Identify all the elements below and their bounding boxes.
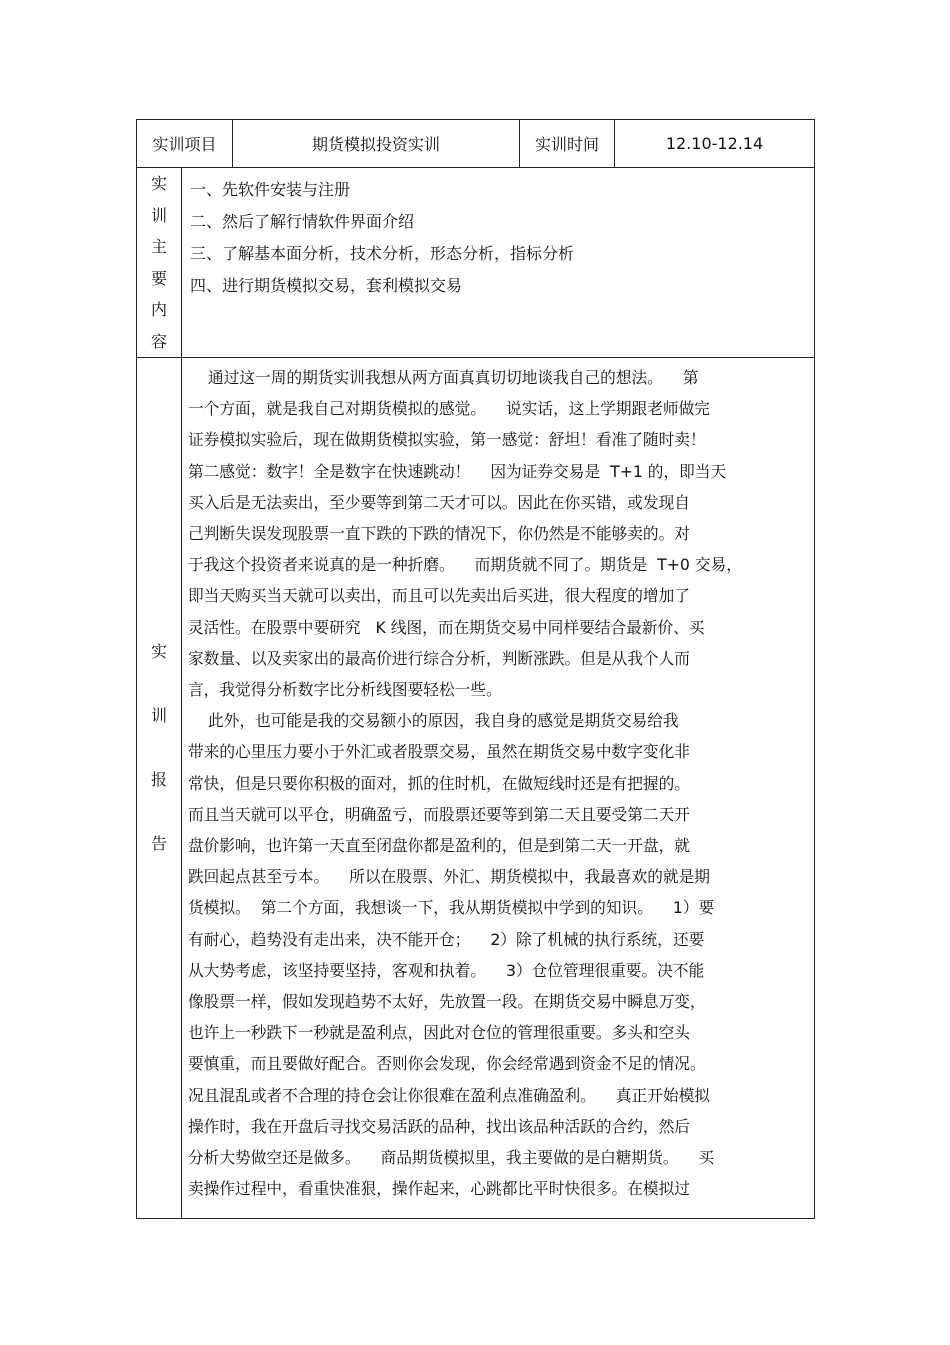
content-row xyxy=(137,168,815,358)
report-line: 即当天购买当天就可以卖出，而且可以先卖出后买进，很大程度的增加了 xyxy=(188,586,690,606)
time-value: 12.10-12.14 xyxy=(615,120,815,168)
content-label-char: 实 xyxy=(150,174,167,193)
report-line: 要慎重，而且要做好配合。否则你会发现，你会经常遇到资金不足的情况。 xyxy=(188,1054,706,1074)
report-line: 家数量、以及卖家出的最高价进行综合分析，判断涨跌。但是从我个人而 xyxy=(188,648,690,668)
header-row xyxy=(137,120,815,168)
report-line: 况且混乱或者不合理的持仓会让你很难在盈利点准确盈利。 真正开始模拟 xyxy=(188,1085,710,1105)
report-label-char: 告 xyxy=(150,834,167,853)
report-line: 一个方面，就是我自己对期货模拟的感觉。 说实话，这上学期跟老师做完 xyxy=(188,399,710,419)
content-label-char: 主 xyxy=(150,237,167,256)
content-list xyxy=(182,168,815,358)
report-line: 于我这个投资者来说真的是一种折磨。 而期货就不同了。期货是 T+0 交易， xyxy=(188,555,742,575)
report-line: 第二感觉：数字！全是数字在快速跳动！ 因为证券交易是 T+1 的，即当天 xyxy=(188,461,727,481)
content-item: 一、先软件安装与注册 xyxy=(190,180,351,199)
report-line: 证券模拟实验后，现在做期货模拟实验，第一感觉：舒坦！看准了随时卖！ xyxy=(188,430,706,450)
report-line: 从大势考虑，该坚持要坚持，客观和执着。 3）仓位管理很重要。决不能 xyxy=(188,960,705,980)
report-line: 也许上一秒跌下一秒就是盈利点，因此对仓位的管理很重要。多头和空头 xyxy=(188,1023,690,1043)
report-line: 卖操作过程中，看重快准狠，操作起来，心跳都比平时快很多。在模拟过 xyxy=(188,1179,690,1199)
report-line: 操作时，我在开盘后寻找交易活跃的品种，找出该品种活跃的合约，然后 xyxy=(188,1116,690,1136)
report-line: 有耐心，趋势没有走出来，决不能开仓； 2）除了机械的执行系统，还要 xyxy=(188,929,705,949)
content-item: 四、进行期货模拟交易，套利模拟交易 xyxy=(190,276,463,295)
report-row xyxy=(137,358,815,1219)
content-section-label xyxy=(137,168,182,358)
report-line: 带来的心里压力要小于外汇或者股票交易，虽然在期货交易中数字变化非 xyxy=(188,742,690,762)
project-value: 期货模拟投资实训 xyxy=(233,120,520,168)
content-label-char: 要 xyxy=(150,268,167,288)
report-line: 己判断失误发现股票一直下跌的下跌的情况下，你仍然是不能够卖的。对 xyxy=(188,524,690,544)
report-line: 常快，但是只要你积极的面对，抓的住时机，在做短线时还是有把握的。 xyxy=(188,773,690,793)
report-section-label xyxy=(137,358,182,1219)
report-line: 而且当天就可以平仓，明确盈亏，而股票还要等到第二天且要受第二天开 xyxy=(188,804,690,824)
report-line: 通过这一周的期货实训我想从两方面真真切切地谈我自己的想法。 第 xyxy=(188,368,699,387)
report-line: 分析大势做空还是做多。 商品期货模拟里，我主要做的是白糖期货。 买 xyxy=(188,1148,715,1168)
training-report-table xyxy=(136,119,815,1219)
report-line: 灵活性。在股票中要研究 K 线图，而在期货交易中同样要结合最新价、买 xyxy=(188,617,705,637)
report-body xyxy=(182,358,815,1219)
report-line: 言，我觉得分析数字比分析线图要轻松一些。 xyxy=(188,680,502,700)
content-item: 二、然后了解行情软件界面介绍 xyxy=(190,212,415,231)
report-line: 货模拟。 第二个方面，我想谈一下，我从期货模拟中学到的知识。 1）要 xyxy=(188,898,715,918)
content-label-char: 容 xyxy=(150,331,167,351)
report-line: 买入后是无法卖出，至少要等到第二天才可以。因此在你买错，或发现自 xyxy=(188,492,690,512)
report-line: 像股票一样，假如发现趋势不太好，先放置一段。在期货交易中瞬息万变， xyxy=(188,992,706,1012)
project-label: 实训项目 xyxy=(137,120,233,168)
content-item: 三、了解基本面分析，技术分析，形态分析，指标分析 xyxy=(190,244,575,263)
content-label-char: 训 xyxy=(150,205,167,225)
content-label-char: 内 xyxy=(150,300,167,319)
report-label-char: 报 xyxy=(150,770,167,789)
time-label: 实训时间 xyxy=(520,120,615,168)
report-line: 盘价影响，也许第一天直至闭盘你都是盈利的，但是到第二天一开盘，就 xyxy=(188,836,690,856)
report-line: 跌回起点甚至亏本。 所以在股票、外汇、期货模拟中，我最喜欢的就是期 xyxy=(188,867,710,887)
report-label-char: 训 xyxy=(150,706,167,725)
report-label-char: 实 xyxy=(150,642,167,661)
report-line: 此外，也可能是我的交易额小的原因，我自身的感觉是期货交易给我 xyxy=(188,711,679,731)
